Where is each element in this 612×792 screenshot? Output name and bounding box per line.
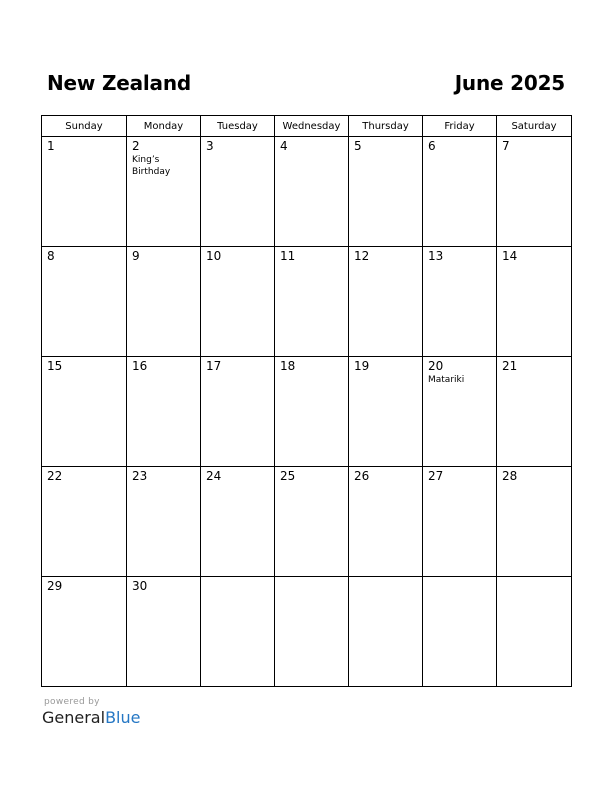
- day-cell: [423, 137, 497, 247]
- powered-by-label: powered by: [44, 697, 100, 707]
- day-cell: [497, 247, 572, 357]
- day-cell: [497, 357, 572, 467]
- day-cell: [42, 577, 127, 687]
- day-number: 28: [502, 469, 518, 483]
- weekday-monday: Monday: [127, 116, 201, 137]
- weekday-header-row: [42, 116, 572, 137]
- day-number: 21: [502, 359, 518, 373]
- brand-general-text: General: [42, 708, 106, 727]
- day-number: 11: [280, 249, 296, 263]
- day-cell: [42, 467, 127, 577]
- day-number: 12: [354, 249, 370, 263]
- day-cell: [127, 247, 201, 357]
- day-number: 30: [132, 579, 148, 593]
- day-cell: [423, 357, 497, 467]
- day-number: 6: [428, 139, 436, 153]
- weekday-saturday: Saturday: [497, 116, 572, 137]
- day-number: 14: [502, 249, 518, 263]
- day-cell: [349, 467, 423, 577]
- day-cell: [497, 467, 572, 577]
- day-cell: [127, 137, 201, 247]
- day-number: 29: [47, 579, 63, 593]
- day-number: 24: [206, 469, 222, 483]
- day-cell: [423, 247, 497, 357]
- day-cell: [275, 357, 349, 467]
- day-cell: [42, 247, 127, 357]
- day-cell: [201, 577, 275, 687]
- day-number: 4: [280, 139, 288, 153]
- week-row-5: [42, 577, 572, 687]
- day-cell: [42, 357, 127, 467]
- weekday-tuesday: Tuesday: [201, 116, 275, 137]
- day-cell: [275, 467, 349, 577]
- holiday-label: King’s Birthday: [132, 155, 171, 177]
- day-number: 17: [206, 359, 222, 373]
- day-number: 3: [206, 139, 214, 153]
- day-cell: [127, 467, 201, 577]
- week-row-2: [42, 247, 572, 357]
- day-number: 25: [280, 469, 296, 483]
- day-number: 27: [428, 469, 444, 483]
- day-cell: [349, 577, 423, 687]
- day-cell: [201, 357, 275, 467]
- day-cell: [423, 467, 497, 577]
- week-row-1: [42, 137, 572, 247]
- weekday-thursday: Thursday: [349, 116, 423, 137]
- day-number: 26: [354, 469, 370, 483]
- weekday-wednesday: Wednesday: [275, 116, 349, 137]
- day-number: 18: [280, 359, 296, 373]
- weekday-friday: Friday: [423, 116, 497, 137]
- day-number: 5: [354, 139, 362, 153]
- holiday-label: Matariki: [428, 375, 465, 385]
- day-cell: [275, 577, 349, 687]
- day-number: 23: [132, 469, 148, 483]
- month-title: June 2025: [454, 71, 565, 95]
- weekday-sunday: Sunday: [42, 116, 127, 137]
- country-title: New Zealand: [47, 71, 192, 95]
- day-cell: [349, 357, 423, 467]
- day-cell: [349, 247, 423, 357]
- day-cell: [201, 137, 275, 247]
- day-number: 10: [206, 249, 222, 263]
- week-row-4: [42, 467, 572, 577]
- day-cell: [127, 357, 201, 467]
- day-number: 15: [47, 359, 63, 373]
- day-number: 16: [132, 359, 148, 373]
- generalblue-logo[interactable]: [42, 708, 140, 727]
- day-cell: [275, 137, 349, 247]
- day-cell: [349, 137, 423, 247]
- day-number: 9: [132, 249, 140, 263]
- week-row-3: [42, 357, 572, 467]
- day-number: 7: [502, 139, 510, 153]
- day-number: 2: [132, 139, 140, 153]
- day-cell: [275, 247, 349, 357]
- day-number: 13: [428, 249, 444, 263]
- day-cell: [497, 577, 572, 687]
- day-cell: [42, 137, 127, 247]
- day-number: 8: [47, 249, 55, 263]
- day-number: 1: [47, 139, 55, 153]
- calendar-grid: [41, 115, 572, 687]
- day-number: 20: [428, 359, 444, 373]
- day-number: 19: [354, 359, 370, 373]
- day-cell: [201, 467, 275, 577]
- day-cell: [497, 137, 572, 247]
- day-cell: [127, 577, 201, 687]
- day-cell: [423, 577, 497, 687]
- brand-blue-text: Blue: [105, 708, 141, 727]
- day-number: 22: [47, 469, 63, 483]
- day-cell: [201, 247, 275, 357]
